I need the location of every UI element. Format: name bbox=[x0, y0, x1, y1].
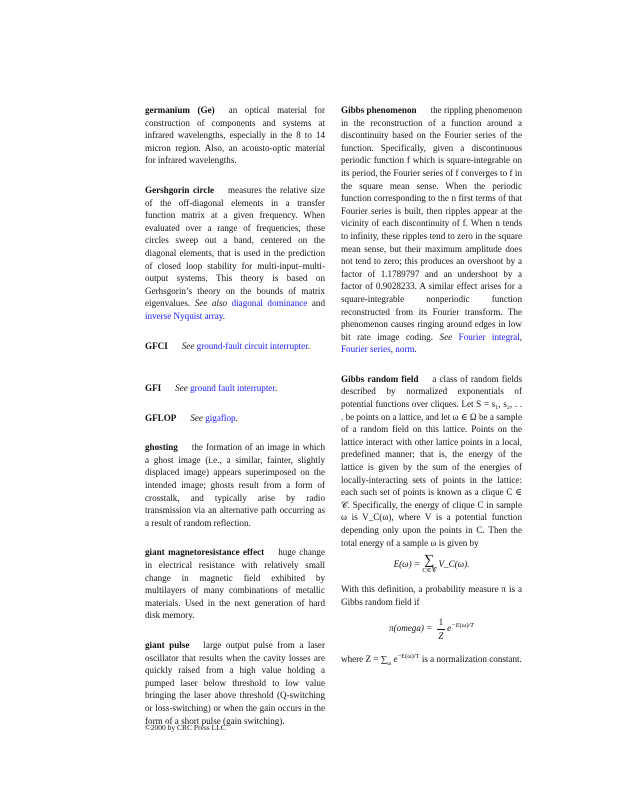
entry-text: a class of random fields described by normalized exponentials of potential functions over cliques. Let S = s₁, s₂, . . . be points on a lattice, and let ω ∈ Ω be a sample of a random field on this lattice. Points on the lattice interact with other lattice points in a local, predefined manner; that is, the energy of the lattice is given by the sum of the energies of locally-interacting sets of points in the lattice: each such set of points is known as a clique C ∈ 𝒞. Specifically, the energy of clique C in sample ω is V_C(ω), where V is a potential function depending only upon the points in C. Then the total energy of a sample ω is given by bbox=[341, 373, 522, 548]
sum-subscript: ω bbox=[387, 660, 392, 667]
entry-text: measures the relative size of the off-diagonal elements in a transfer function matrix at a given frequency. When evaluated over a range of frequencies, these circles sweep out a band, centered on the diagonal elements, that is used in the prediction of closed loop stability for multi-input–multi-output systems. This theory is based on Gerhsgorin’s theory on the bounds of matrix eigenvalues. bbox=[145, 184, 325, 309]
entry-gflop bbox=[145, 412, 325, 425]
entry-giant-pulse bbox=[145, 639, 325, 727]
equation-lhs: E(ω) = bbox=[393, 559, 421, 570]
see-also-label: See also bbox=[194, 298, 228, 309]
exponential-base: e bbox=[393, 653, 398, 664]
right-column bbox=[341, 104, 522, 687]
entry-term: GFLOP bbox=[145, 412, 177, 423]
sum-symbol: ∑ bbox=[380, 653, 388, 664]
period: . bbox=[274, 383, 278, 394]
entry-gibbs-random-field bbox=[341, 373, 522, 670]
link-ground-fault-interrupter[interactable]: ground fault interrupter bbox=[190, 383, 275, 394]
equation-lhs: π(omega) = bbox=[389, 623, 433, 634]
see-label: See bbox=[175, 383, 188, 394]
fraction bbox=[437, 616, 446, 642]
numerator: 1 bbox=[437, 616, 446, 630]
see-label: See bbox=[190, 412, 203, 423]
entry-text: With this definition, a probability measure π is a Gibbs random field if bbox=[341, 584, 522, 607]
link-norm[interactable]: norm bbox=[395, 344, 415, 355]
see-label: See bbox=[439, 331, 453, 342]
link-inverse-nyquist-array[interactable]: inverse Nyquist array bbox=[145, 310, 223, 321]
text: where Z = bbox=[341, 653, 379, 664]
sum-operator bbox=[422, 555, 436, 575]
entry-gershgorin-circle bbox=[145, 184, 325, 323]
equation-total-energy bbox=[341, 555, 522, 575]
entry-text: the rippling phenomenon in the reconstruction of a function around a discontinuity based on the Fourier series of the function. Specifically, given a discontinuous periodic function f which is square-integrable on its period, the Fourier series of f converges to f in the square mean sense. When the periodic function corresponding to the n first terms of that Fourier series is built, then ripples appear at the vicinity of each discontinuity of f. When n tends to infinity, these ripples tend to zero in the square mean sense, but their maximum amplitude does not tend to zero; this produces an overshoot by a factor of 1.1789797 and an undershoot by a factor of 0.9028233. A similar effect arises for a square-integrable nonperiodic function reconstructed from its Fourier transform. The phenomenon causes ringing around edges in low bit rate image coding. bbox=[341, 105, 522, 342]
conjunction: and bbox=[311, 298, 325, 309]
entry-term: GFI bbox=[145, 383, 162, 394]
link-ground-fault-circuit-interrupter[interactable]: ground-fault circuit interrupter bbox=[196, 340, 308, 351]
normalization-text bbox=[341, 651, 522, 670]
link-fourier-series[interactable]: Fourier series bbox=[341, 344, 391, 355]
entry-text: large output pulse from a laser oscillator that results when the cavity losses are quickly raised from a high value holding a pumped laser below threshold to low value bringing the laser above threshold (Q-switching or loss-switching) or when the gain occurs in the form of a short pulse (gain switching). bbox=[145, 640, 325, 726]
see-label: See bbox=[181, 340, 195, 351]
period: . bbox=[235, 412, 238, 423]
link-fourier-integral[interactable]: Fourier integral bbox=[458, 331, 520, 342]
copyright-footer: ©2000 by CRC Press LLC bbox=[145, 723, 226, 732]
sum-symbol: ∑ bbox=[424, 553, 435, 569]
entry-gibbs-phenomenon: Gibbs phenomenon the rippling phenomenon in the reconstruction of a function around a discontinuity based on the Fourier series of the function. Specifically, given a discontinuous periodic function f which is square-integrable on its period, the Fourier series of f converges to f in the square mean sense. When the periodic function corresponding to the n first terms of that Fourier series is built, then ripples appear at the vicinity of each discontinuity of f. When n tends to infinity, these ripples tend to zero in the square mean sense, but their maximum amplitude does not tend to zero; this produces an overshoot by a factor of 1.1789797 and an undershoot by a factor of 0.9028233. A similar effect arises for a square-integrable nonperiodic function reconstructed from its Fourier transform. The phenomenon causes ringing around edges in low bit rate image coding. See Fourier integral, Fourier series, norm. bbox=[341, 105, 522, 355]
text: is a normalization constant. bbox=[421, 653, 522, 664]
link-gigaflop[interactable]: gigaflop bbox=[205, 412, 236, 423]
sum-subscript: C∈𝒞 bbox=[422, 567, 437, 575]
exponent: −E(ω)/T bbox=[451, 622, 474, 630]
entry-term: giant pulse bbox=[145, 640, 190, 650]
exponential-base: e bbox=[447, 623, 452, 634]
link-diagonal-dominance[interactable]: diagonal dominance bbox=[231, 298, 308, 309]
entry-term: Gershgorin circle bbox=[145, 184, 215, 195]
entry-text: the formation of an image in which a ghost image (i.e., a similar, fainter, slightly displaced image) appears superimposed on the intended image; ghosts result from a form of crosstalk, and typically arise by radio transmission via an alternative path occurring as a result of random reflection. bbox=[145, 442, 325, 528]
period: . bbox=[414, 344, 417, 355]
entry-gfci bbox=[145, 340, 325, 353]
period: . bbox=[222, 310, 225, 321]
left-column bbox=[145, 104, 325, 744]
exponent: −E(ω)/T bbox=[397, 652, 420, 660]
entry-term: ghosting bbox=[145, 442, 178, 453]
entry-germanium bbox=[145, 104, 325, 167]
entry-term: Gibbs phenomenon bbox=[341, 105, 417, 115]
entry-term: GFCI bbox=[145, 340, 168, 351]
entry-text: an optical material for construction of components and systems at infrared wavelengths, especially in the 8 to 14 micron region. Also, an acousto-optic material for infrared wavelengths. bbox=[145, 105, 325, 166]
entry-text: huge change in electrical resistance with relatively small change in magnetic field exhibited by multilayers of many combinations of metallic materials. Used in the next generation of hard disk memory. bbox=[145, 547, 325, 621]
period: . bbox=[307, 340, 311, 351]
entry-term: giant magnetoresistance effect bbox=[145, 547, 265, 558]
equation-rhs: V_C(ω). bbox=[438, 559, 470, 570]
denominator: Z bbox=[438, 630, 444, 641]
entry-giant-magnetoresistance bbox=[145, 546, 325, 622]
entry-ghosting bbox=[145, 441, 325, 529]
equation-gibbs-measure bbox=[341, 616, 522, 642]
entry-term: Gibbs random field bbox=[341, 373, 419, 384]
entry-term: germanium (Ge) bbox=[145, 105, 215, 115]
entry-gfi bbox=[145, 382, 325, 395]
